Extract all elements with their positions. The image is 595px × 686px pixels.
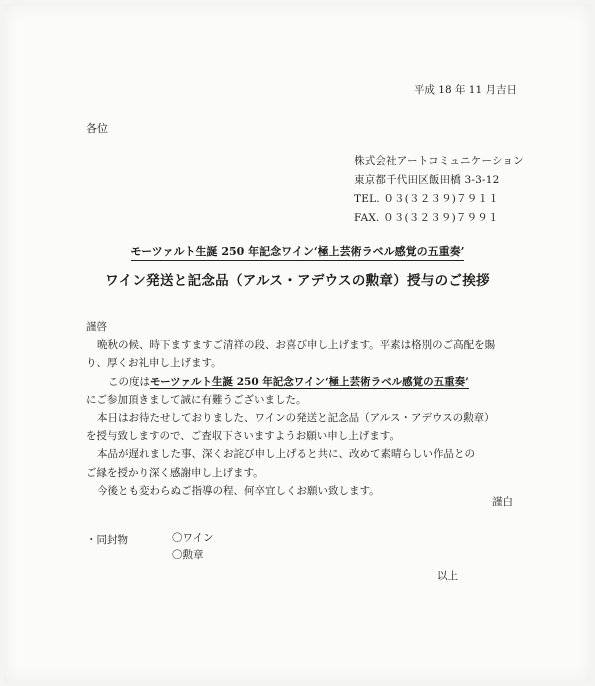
letter-date: 平成 18 年 11 月吉日 <box>413 84 517 96</box>
body-text: この度は <box>108 375 150 388</box>
body-line: 今後とも変わらぬご指導の程、何卒宜しくお願い致します。 <box>97 484 380 497</box>
enclosures-label: ・同封物 <box>86 534 128 546</box>
closing: 謹白 <box>492 496 513 508</box>
sender-tel: TEL. ０３(３２３９)７９１１ <box>354 193 499 205</box>
letter-body <box>86 318 536 500</box>
body-line: 本品が遅れました事、深くお詫び申し上げると共に、改めて素晴らしい作品との <box>97 448 475 461</box>
sender-address: 東京都千代田区飯田橋 3-3-12 <box>354 174 500 186</box>
wine-name-emphasis: モーツァルト生誕 250 年記念ワイン‘極上芸術ラベル感覚の五重奏’ <box>150 375 469 388</box>
enclosure-item: 〇勲章 <box>172 549 204 561</box>
body-line: ご縁を授かり深く感謝申し上げます。 <box>86 466 264 479</box>
enclosures-list <box>172 530 214 564</box>
letter-title: ワイン発送と記念品（アルス・アデウスの勲章）授与のご挨拶 <box>105 273 490 289</box>
letter-subtitle <box>0 243 595 261</box>
salutation: 謹啓 <box>86 321 107 333</box>
body-line <box>86 373 536 391</box>
sender-fax: FAX. ０３(３２３９)７９９１ <box>354 212 499 224</box>
body-line: にご参加頂きまして誠に有難うございました。 <box>86 393 307 406</box>
recipient: 各位 <box>86 122 108 135</box>
subtitle-text: モーツァルト生誕 250 年記念ワイン‘極上芸術ラベル感覚の五重奏’ <box>131 243 465 261</box>
body-line: り、厚くお礼申し上げます。 <box>86 357 222 370</box>
end-mark: 以上 <box>437 570 458 582</box>
body-line: 本日はお待たせしておりました、ワインの発送と記念品（アルス・アデウスの勲章） <box>97 412 495 425</box>
body-line: 晩秋の候、時下ますますご清祥の段、お喜び申し上げます。平素は格別のご高配を賜 <box>97 339 496 352</box>
body-line: を授与致しますので、ご査収下さいますようお願い申し上げます。 <box>86 430 400 443</box>
enclosure-item: 〇ワイン <box>172 532 214 544</box>
sender-company: 株式会社アートコミュニケーション <box>354 155 524 167</box>
sender-block <box>354 152 524 228</box>
